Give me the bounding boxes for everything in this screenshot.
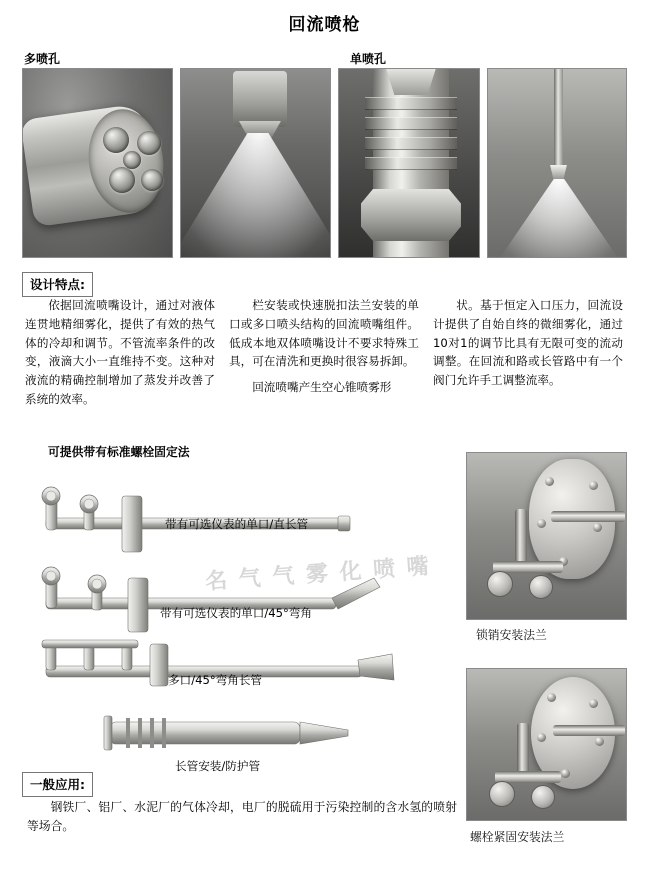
- label-single-orifice: 单喷孔: [350, 52, 387, 66]
- drawing-45deg-lance: [42, 567, 380, 632]
- text-column-2: [229, 296, 419, 416]
- bolt-hole-shape: [593, 523, 602, 532]
- nozzle-ring-shape: [365, 157, 457, 170]
- paragraph: 状。基于恒定入口压力，回流设计提供了自始自终的微细雾化，通过10对1的调节比具有无限可变的流动调整。在回流和路或长管路中有一个阀门允许手工调整流率。: [433, 298, 623, 388]
- pipe-shape: [553, 725, 625, 736]
- watermark: 名 气 气 雾 化 喷 嘴: [204, 554, 432, 595]
- bolt-hole-shape: [589, 481, 598, 490]
- nozzle-ring-shape: [365, 97, 457, 110]
- hex-nut-shape: [361, 189, 461, 241]
- orifice-shape: [141, 169, 163, 191]
- lance-shape: [554, 69, 563, 169]
- drawing-shroud-pipe: [104, 716, 348, 750]
- photo-pin-lock-flange: [466, 452, 627, 620]
- label-multi-orifice: 多喷孔: [24, 52, 61, 66]
- bolt-hole-shape: [589, 699, 598, 708]
- design-features-heading: 设计特点:: [22, 272, 93, 297]
- gauge-shape: [531, 785, 555, 809]
- bolt-hole-shape: [537, 519, 546, 528]
- bolt-hole-shape: [547, 693, 556, 702]
- paragraph: 回流喷嘴产生空心锥喷雾形: [252, 380, 392, 395]
- photo-multi-orifice-nozzle: [22, 68, 173, 258]
- orifice-shape: [137, 131, 161, 155]
- applications-heading: 一般应用:: [22, 772, 93, 797]
- photo-multi-orifice-spray: [180, 68, 331, 258]
- text-column-1: [25, 296, 215, 416]
- photo-bolted-flange: [466, 668, 627, 821]
- drawing-caption-4: 长管安装/防护管: [175, 759, 261, 773]
- bolt-hole-shape: [545, 477, 554, 486]
- orifice-shape: [103, 127, 129, 153]
- drawing-caption-3: 多口/45°弯角长管: [168, 673, 263, 687]
- text-column-3: [433, 296, 623, 416]
- gauge-shape: [489, 781, 515, 807]
- paragraph: 依据回流喷嘴设计，通过对液体连贯地精细雾化，提供了有效的热气体的冷却和调节。不管流率条件的改变，液滴大小一直维持不变。这种对液流的精确控制增加了蒸发并改善了系统的效率。: [25, 298, 215, 406]
- gauge-shape: [487, 571, 513, 597]
- orifice-shape: [123, 151, 141, 169]
- page-title: 回流喷枪: [288, 15, 361, 35]
- photo-single-orifice-spray: [487, 68, 627, 258]
- drawing-caption-1: 带有可选仪表的单口/直长管: [165, 517, 309, 531]
- drawing-caption-2: 带有可选仪表的单口/45°弯角: [160, 606, 312, 620]
- gauge-shape: [529, 575, 553, 599]
- photo-single-orifice-nozzle: [338, 68, 480, 258]
- nozzle-ring-shape: [365, 137, 457, 150]
- right-photo-caption-top: 锁销安装法兰: [476, 628, 547, 642]
- applications-text: 钢铁厂、铝厂、水泥厂的气体冷却，电厂的脱硫用于污染控制的含水氢的喷射等场合。: [27, 800, 457, 834]
- right-photo-caption-bottom: 螺栓紧固安装法兰: [470, 830, 565, 844]
- pipe-shape: [551, 511, 625, 522]
- bolt-mount-note: 可提供带有标准螺栓固定法: [48, 445, 190, 459]
- photo-row: [22, 68, 627, 258]
- bolt-hole-shape: [595, 737, 604, 746]
- bolt-hole-shape: [561, 769, 570, 778]
- design-features-columns: [25, 296, 625, 416]
- bolt-hole-shape: [537, 733, 546, 742]
- nozzle-shape: [233, 71, 287, 127]
- orifice-shape: [109, 167, 135, 193]
- paragraph: 栏安装或快速脱扣法兰安装的单口或多口喷头结构的回流喷嘴组件。低成本地双体喷嘴设计不要求特殊工具，可在清洗和更换时很容易拆卸。: [229, 298, 419, 369]
- nozzle-ring-shape: [365, 117, 457, 130]
